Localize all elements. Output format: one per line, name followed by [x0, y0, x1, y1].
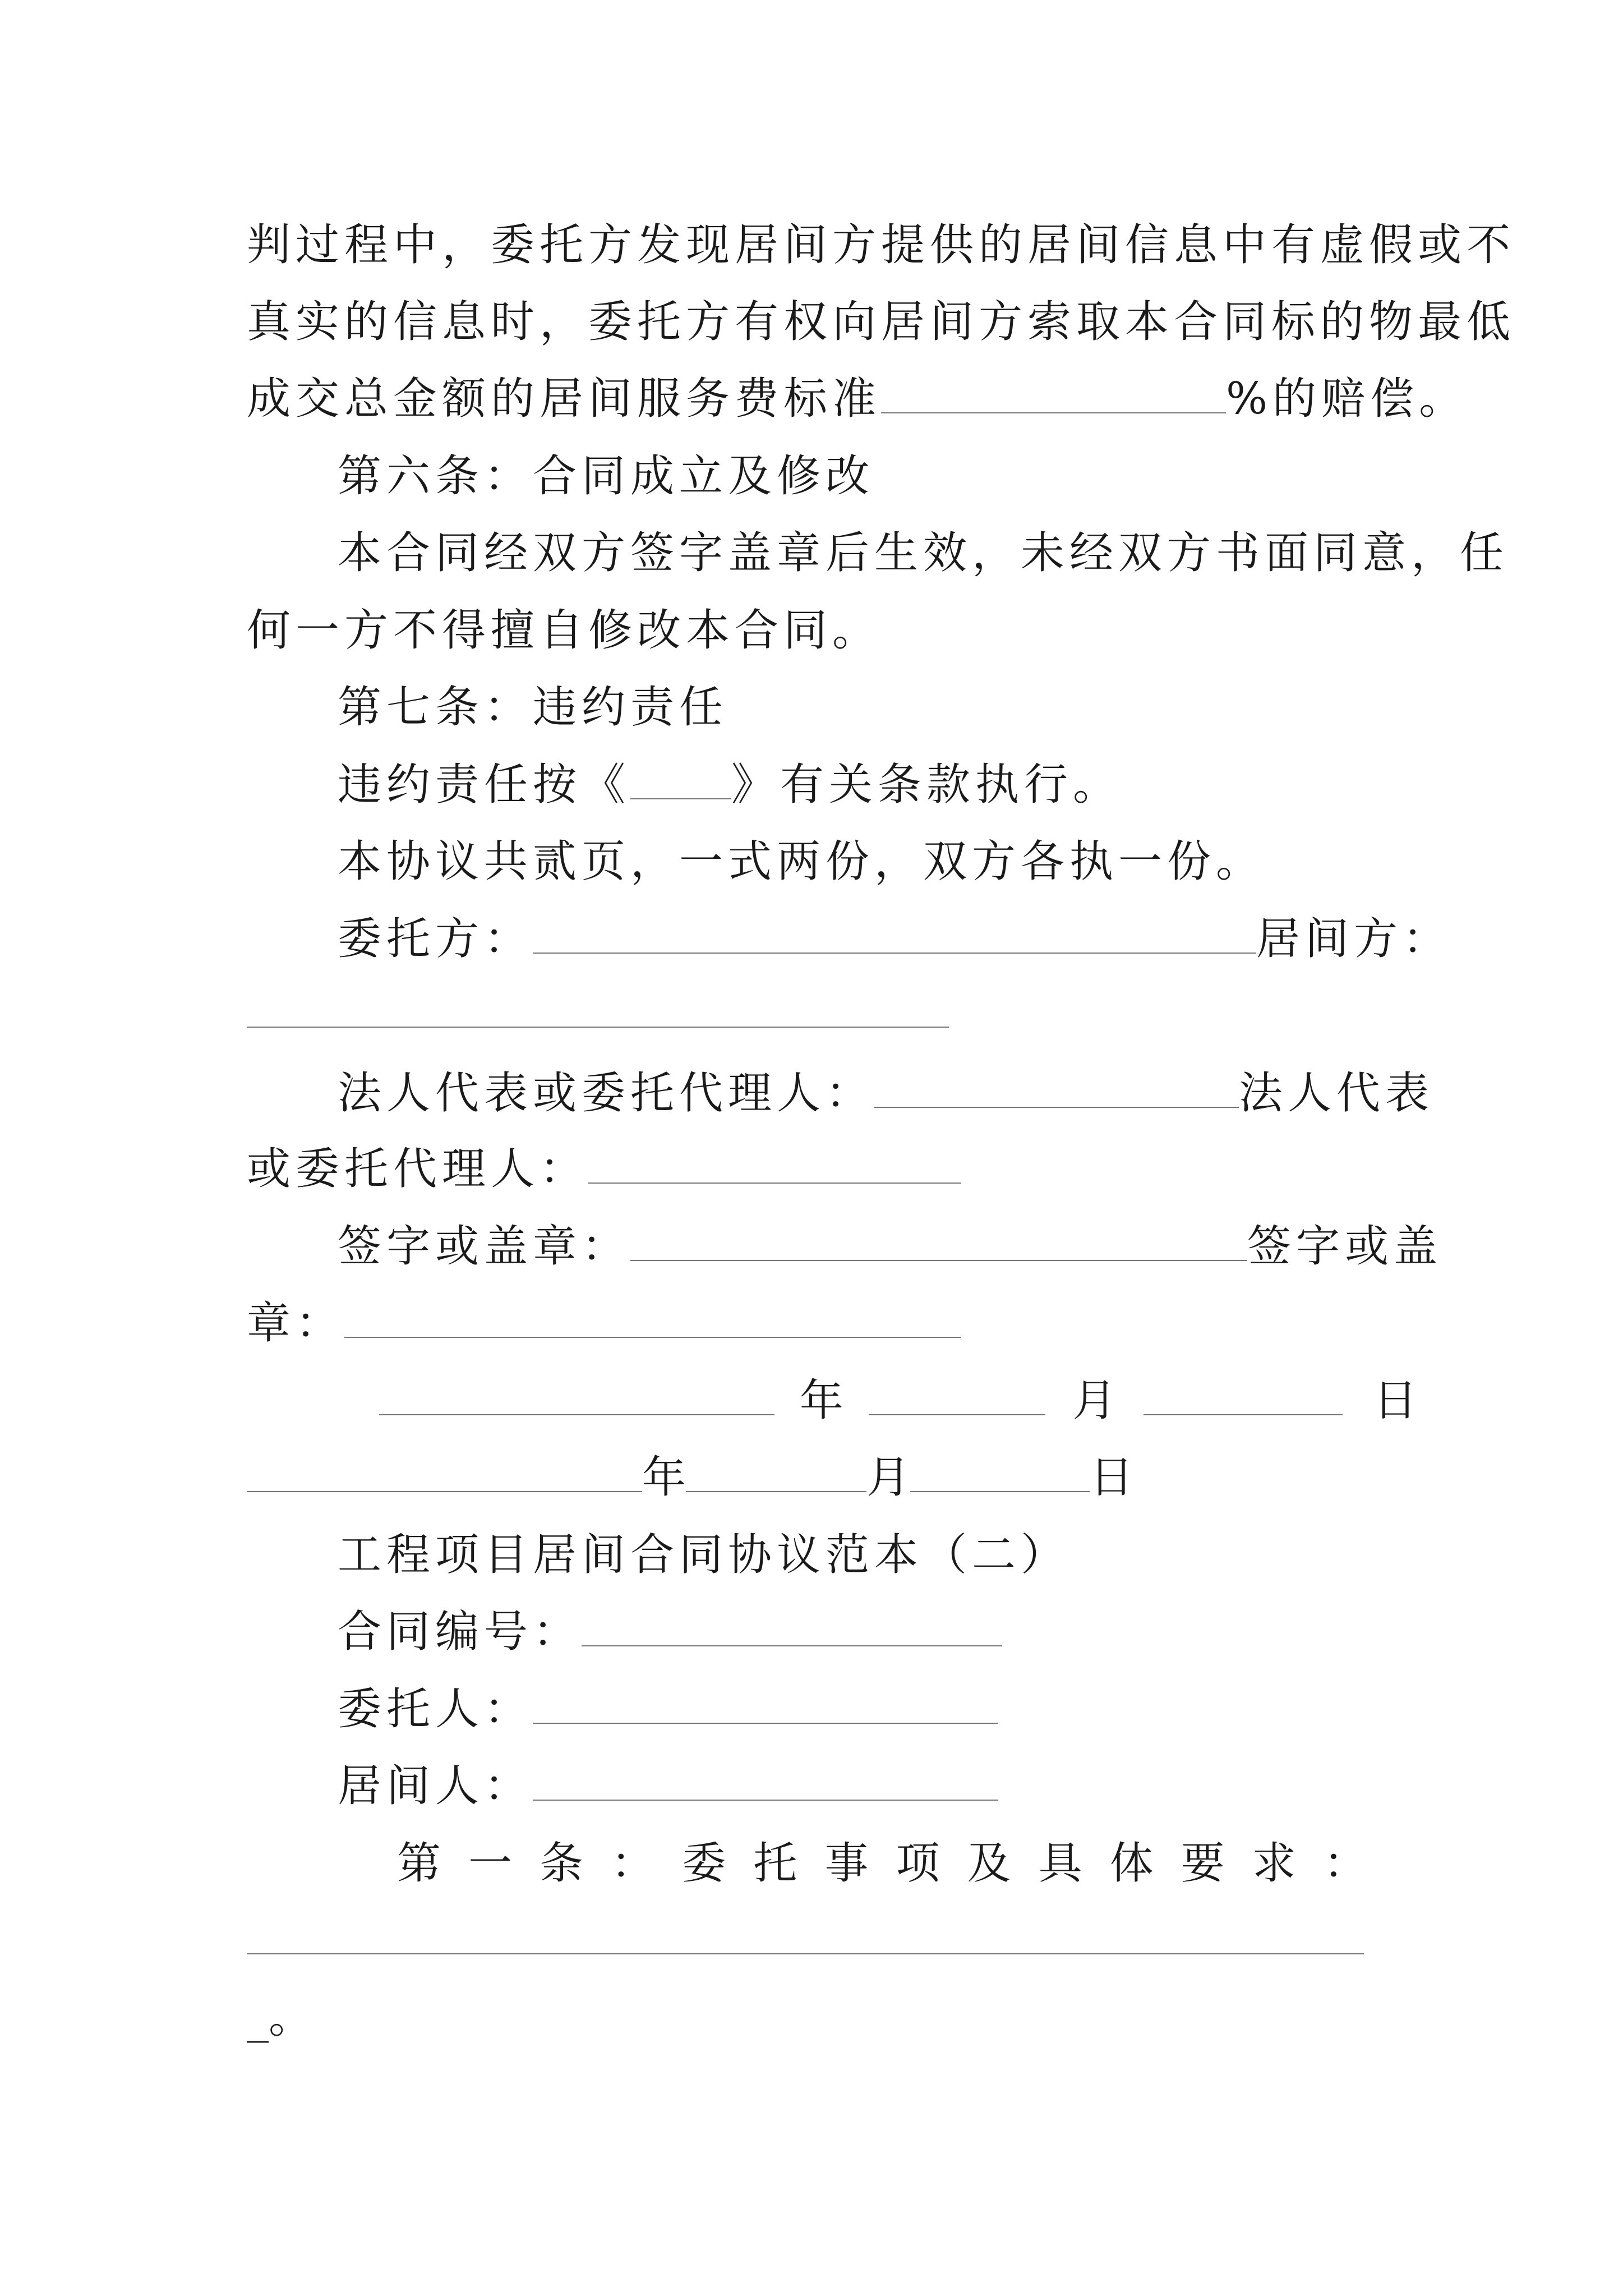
- form-line: [338, 1684, 998, 1734]
- char: 一: [468, 1838, 513, 1889]
- text: 违约责任按《: [338, 760, 631, 810]
- text: 居间人：: [338, 1761, 533, 1811]
- text: 日: [1090, 1452, 1134, 1503]
- paragraph-line: [247, 374, 1468, 424]
- char: 体: [1109, 1838, 1154, 1889]
- char: 及: [967, 1838, 1011, 1889]
- char: 项: [896, 1838, 940, 1889]
- blank-field-year-2: [247, 1485, 642, 1492]
- paragraph-line: [247, 220, 1516, 270]
- blank-field-principal: [533, 1717, 998, 1724]
- text: _。: [247, 1993, 313, 2043]
- text: 第七条：违约责任: [338, 682, 728, 733]
- paragraph-line: [247, 605, 882, 656]
- char: 事: [824, 1838, 869, 1889]
- blank-field-month-2: [686, 1485, 866, 1492]
- char: 求: [1252, 1838, 1296, 1889]
- text: 法人代表或委托代理人：: [338, 1068, 875, 1119]
- text: 工程项目居间合同协议范本（二）: [338, 1530, 1070, 1580]
- blank-field-requirements: [247, 1953, 1364, 1954]
- text: 》有关条款执行。: [731, 760, 1122, 810]
- blank-field-contract-no: [582, 1640, 1002, 1646]
- blank-field-intermediary-name: [533, 1794, 998, 1801]
- section-heading: [338, 451, 875, 501]
- blank-field-intermediary: [247, 1027, 949, 1028]
- text: 真实的信息时，委托方有权向居间方索取本合同标的物最低: [247, 297, 1516, 347]
- form-line: [338, 1761, 998, 1811]
- paragraph-line: [338, 836, 1265, 887]
- text: 日: [1373, 1375, 1418, 1426]
- blank-field-representative-2: [588, 1177, 961, 1184]
- text: 年: [799, 1375, 843, 1426]
- text: 或委托代理人：: [247, 1144, 589, 1194]
- section-heading: [338, 682, 728, 733]
- text: 委托人：: [338, 1684, 533, 1734]
- text: 本合同经双方签字盖章后生效，未经双方书面同意，任: [338, 528, 1509, 578]
- blank-field-rate: [881, 407, 1226, 413]
- date-line: [247, 1452, 1134, 1503]
- signature-line: [338, 914, 1452, 964]
- blank-field-seal-2: [344, 1331, 961, 1338]
- signature-line: [338, 1221, 1443, 1272]
- text: 何一方不得擅自修改本合同。: [247, 605, 882, 656]
- paragraph-line: [338, 528, 1509, 578]
- text: 月: [1072, 1375, 1117, 1426]
- text: 本协议共贰页，一式两份，双方各执一份。: [338, 836, 1265, 887]
- blank-field-representative: [874, 1101, 1239, 1108]
- blank-field-client: [533, 947, 1256, 954]
- blank-field-law: [630, 793, 731, 799]
- text: 成交总金额的居间服务费标准: [247, 374, 882, 424]
- char: ：: [611, 1838, 655, 1889]
- blank-field-year: [379, 1409, 774, 1415]
- char: 具: [1038, 1838, 1082, 1889]
- char: 要: [1181, 1838, 1225, 1889]
- blank-field-day: [1144, 1409, 1343, 1415]
- text: 法人代表: [1239, 1068, 1435, 1119]
- section-heading-spaced: [397, 1838, 1367, 1889]
- text: 年: [642, 1452, 686, 1503]
- paragraph-line: [247, 1993, 313, 2043]
- document-title: [338, 1530, 1070, 1580]
- signature-line: [338, 1068, 1435, 1119]
- signature-line: [247, 1144, 961, 1194]
- text: 签字或盖章：: [338, 1221, 631, 1272]
- text: 签字或盖: [1247, 1221, 1443, 1272]
- date-line: [379, 1375, 1418, 1426]
- text: 委托方：: [338, 914, 533, 964]
- char: 托: [753, 1838, 797, 1889]
- text: 合同编号：: [338, 1607, 582, 1657]
- paragraph-line: [247, 297, 1516, 347]
- form-line: [338, 1607, 1002, 1657]
- text: 第六条：合同成立及修改: [338, 451, 875, 501]
- text: 月: [866, 1452, 911, 1503]
- text: 判过程中，委托方发现居间方提供的居间信息中有虚假或不: [247, 220, 1516, 270]
- char: 条: [540, 1838, 584, 1889]
- text: 章：: [247, 1298, 345, 1349]
- blank-field-month: [869, 1409, 1045, 1415]
- text: 居间方：: [1256, 914, 1452, 964]
- blank-field-seal: [630, 1254, 1247, 1261]
- char: 第: [397, 1838, 441, 1889]
- char: 委: [682, 1838, 726, 1889]
- signature-line: [247, 1298, 961, 1349]
- text: %的赔偿。: [1226, 374, 1468, 424]
- paragraph-line: [338, 760, 1122, 810]
- char: ：: [1323, 1838, 1367, 1889]
- blank-field-day-2: [910, 1485, 1090, 1492]
